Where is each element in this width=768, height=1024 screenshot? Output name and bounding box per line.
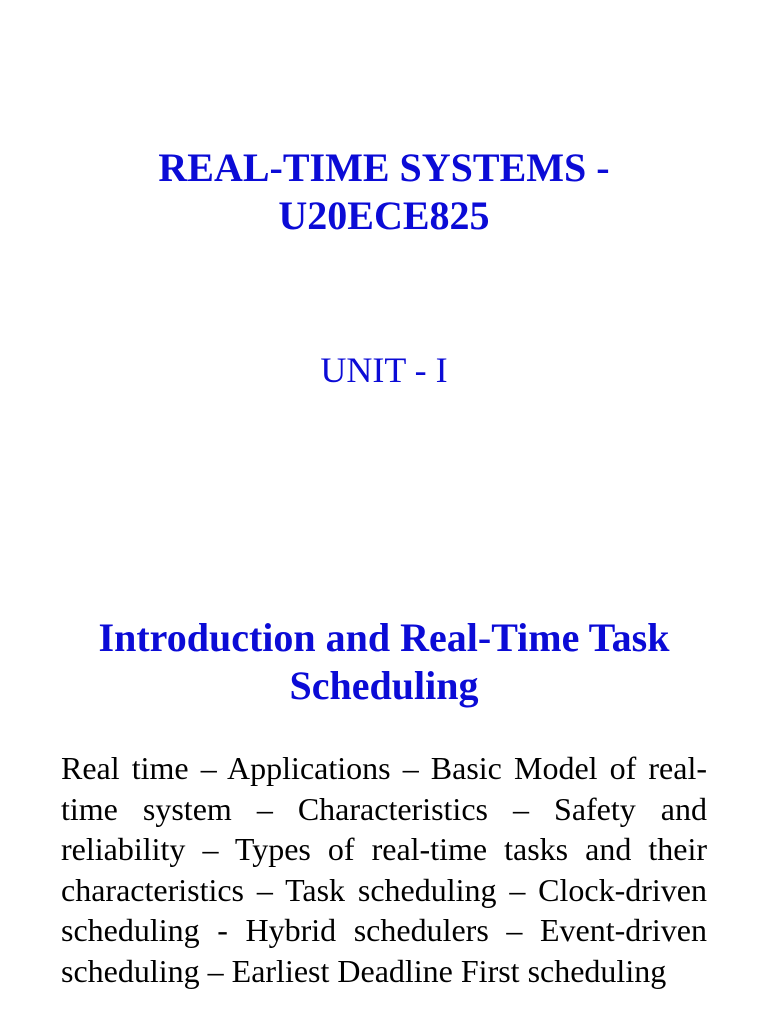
course-title-line-1: REAL-TIME SYSTEMS -	[158, 145, 610, 190]
unit-heading-line-2: Scheduling	[289, 663, 479, 708]
unit-heading-line-1: Introduction and Real-Time Task	[98, 615, 670, 660]
course-title	[0, 144, 768, 240]
course-title-line-2: U20ECE825	[278, 193, 490, 238]
unit-label: UNIT - I	[320, 350, 448, 390]
syllabus-text: Real time – Applications – Basic Model of real-time system – Characteristics – Safety and reliability – Types of real-time tasks and their characteristics – Task scheduling – Clock-driven scheduling - Hybrid schedulers – Event-driven scheduling – Earliest Deadline First scheduling	[61, 750, 707, 989]
unit-heading	[0, 614, 768, 710]
